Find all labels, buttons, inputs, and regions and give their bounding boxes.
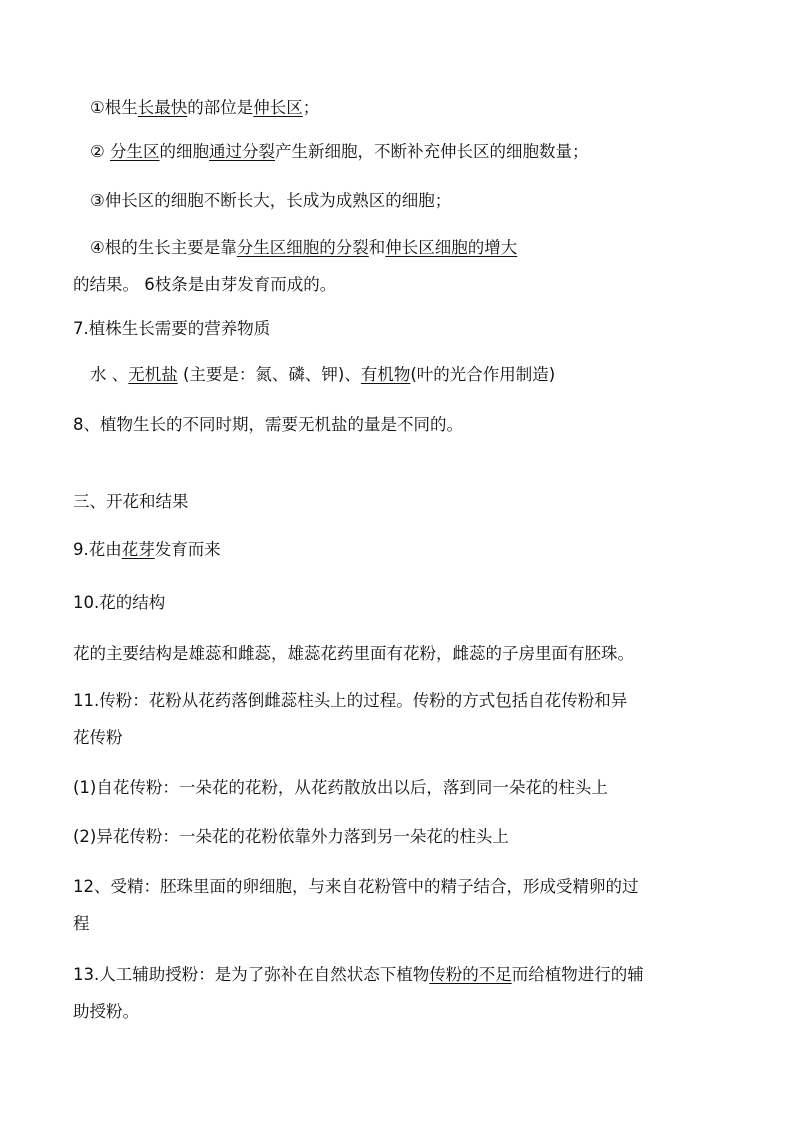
- heading-flower-structure: 10.花的结构: [73, 593, 166, 612]
- text-line-fertilization: 12、受精：胚珠里面的卵细胞，与来自花粉管中的精子结合，形成受精卵的过: [73, 877, 639, 896]
- underlined-term: 无机盐: [128, 365, 178, 384]
- underlined-term: 分生区细胞的分裂: [236, 238, 369, 257]
- text-line-cross-pollination: (2)异花传粉：一朵花的花粉依靠外力落到另一朵花的柱头上: [73, 827, 509, 846]
- text-line-pollination-cont: 花传粉: [73, 728, 123, 747]
- text-line-root-growth-4: [90, 236, 517, 260]
- text-span: 发育而来: [154, 540, 221, 559]
- text-span: ；: [302, 98, 320, 117]
- underlined-term: 伸长区: [253, 98, 303, 117]
- text-span: ②: [90, 142, 111, 161]
- text-line-pollination: 11.传粉：花粉从花药落倒雌蕊柱头上的过程。传粉的方式包括自花传粉和异: [73, 691, 628, 710]
- underlined-term: 分生区: [110, 142, 160, 161]
- underlined-term: 传粉的不足: [429, 965, 512, 984]
- text-span: (主要是：氮、磷、钾)、: [183, 365, 361, 384]
- text-span: 产生新细胞，不断补充伸长区的细胞数量；: [275, 142, 589, 161]
- text-span: 的细胞: [159, 142, 210, 161]
- underlined-term: 长最快: [137, 98, 188, 117]
- section-heading-flowering: 三、开花和结果: [73, 492, 189, 511]
- text-line-item-9: [73, 538, 221, 562]
- text-line-fertilization-cont: 程: [73, 914, 90, 933]
- underlined-term: 花芽: [121, 540, 155, 559]
- text-line-flower-structure: 花的主要结构是雄蕊和雌蕊，雄蕊花药里面有花粉，雌蕊的子房里面有胚珠。: [73, 644, 634, 663]
- text-line-item-8: 8、植物生长的不同时期，需要无机盐的量是不同的。: [73, 415, 463, 434]
- underlined-term: 有机物: [360, 365, 411, 384]
- text-line-root-growth-3: ③伸长区的细胞不断长大，长成为成熟区的细胞；: [90, 191, 452, 210]
- text-span: 和: [368, 238, 386, 257]
- text-span: ④根的生长主要是靠: [90, 238, 237, 257]
- text-line-artificial-pollination-cont: 助授粉。: [73, 1002, 139, 1021]
- text-line-result: 的结果。 6枝条是由芽发育而成的。: [73, 275, 337, 294]
- text-span: 水 、: [90, 365, 129, 384]
- text-span: 13.人工辅助授粉：是为了弥补在自然状态下植物: [73, 965, 430, 984]
- text-line-nutrients: [90, 363, 555, 387]
- text-line-root-growth-2: [90, 140, 589, 164]
- text-span: ①根生: [90, 98, 138, 117]
- text-line-root-growth-1: [90, 96, 319, 120]
- heading-nutrients: 7.植株生长需要的营养物质: [73, 319, 271, 338]
- text-span: 9.花由: [73, 540, 122, 559]
- underlined-term: 通过分裂: [209, 142, 276, 161]
- text-line-self-pollination: (1)自花传粉：一朵花的花粉，从花药散放出以后，落到同一朵花的柱头上: [73, 778, 608, 797]
- text-line-artificial-pollination: [73, 963, 644, 987]
- text-span: 的部位是: [187, 98, 254, 117]
- text-span: 而给植物进行的辅: [511, 965, 644, 984]
- underlined-term: 伸长区细胞的增大: [385, 238, 518, 257]
- text-span: (叶的光合作用制造): [410, 365, 556, 384]
